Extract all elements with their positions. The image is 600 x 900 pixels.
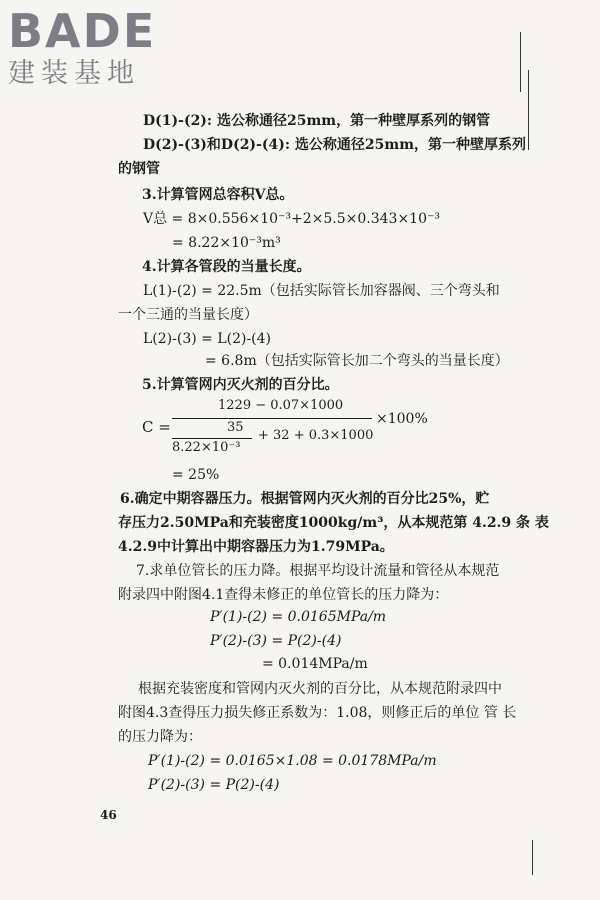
equation-line: L(2)-(3) = L(2)-(4) xyxy=(143,331,272,347)
formula-times: ×100% xyxy=(376,411,428,427)
scan-mark xyxy=(532,840,533,875)
formula-inner-numerator: 35 xyxy=(227,420,244,435)
formula-result: = 25% xyxy=(172,467,220,483)
formula-numerator: 1229 − 0.07×1000 xyxy=(218,398,344,413)
equation-line: = 0.014MPa/m xyxy=(262,656,368,672)
paragraph-line: 存压力2.50MPa和充装密度1000kg/m³，从本规范第 4.2.9 条 表 xyxy=(118,515,549,531)
equation-line: P′(2)-(3) = P(2)-(4) xyxy=(210,633,342,649)
paragraph-line: 4.2.9中计算出中期容器压力为1.79MPa。 xyxy=(118,539,394,555)
section-heading: 5.计算管网内灭火剂的百分比。 xyxy=(142,377,339,393)
section-heading: 4.计算各管段的当量长度。 xyxy=(142,259,311,275)
equation-line: V总 = 8×0.556×10⁻³+2×5.5×0.343×10⁻³ xyxy=(143,211,440,227)
inner-fraction-bar xyxy=(172,438,252,439)
text-line: D(1)-(2): 选公称通径25mm，第一种壁厚系列的钢管 xyxy=(143,113,491,129)
equation-line: = 8.22×10⁻³m³ xyxy=(172,235,281,251)
scan-mark xyxy=(528,70,529,150)
paragraph-line: 附录四中附图4.1查得未修正的单位管长的压力降为： xyxy=(118,587,449,603)
formula-lhs: C = xyxy=(142,418,171,436)
text-line: 的钢管 xyxy=(118,161,160,177)
formula-fraction xyxy=(172,398,372,462)
formula-inner-denominator: 8.22×10⁻³ xyxy=(172,440,241,455)
logo-brand: BADE xyxy=(8,4,157,58)
equation-line: P′(1)-(2) = 0.0165×1.08 = 0.0178MPa/m xyxy=(148,753,437,769)
paragraph-line: 7.求单位管长的压力降。根据平均设计流量和管径从本规范 xyxy=(136,563,500,579)
equation-line: P′(2)-(3) = P(2)-(4) xyxy=(148,777,280,793)
equation-line: L(1)-(2) = 22.5m（包括实际管长加容器阀、三个弯头和 xyxy=(143,283,500,299)
equation-line: P′(1)-(2) = 0.0165MPa/m xyxy=(210,609,387,625)
text-line: D(2)-(3)和D(2)-(4): 选公称通径25mm，第一种壁厚系列 xyxy=(143,137,527,153)
equation-line: = 6.8m（包括实际管长加二个弯头的当量长度） xyxy=(205,353,509,369)
fraction-bar xyxy=(172,418,372,419)
text-line: 一个三通的当量长度） xyxy=(118,307,258,323)
paragraph-line: 根据充装密度和管网内灭火剂的百分比，从本规范附录四中 xyxy=(138,681,502,697)
section-heading: 3.计算管网总容积V总。 xyxy=(142,187,294,203)
paragraph-line: 附图4.3查得压力损失修正系数为：1.08，则修正后的单位 管 长 xyxy=(118,705,517,721)
logo xyxy=(8,6,156,90)
scan-mark xyxy=(520,32,521,92)
paragraph-line: 的压力降为： xyxy=(118,729,202,745)
page-number: 46 xyxy=(100,808,117,822)
logo-subtitle: 建装基地 xyxy=(8,58,140,89)
formula-denominator-rest: + 32 + 0.3×1000 xyxy=(258,428,374,443)
paragraph-line: 6.确定中期容器压力。根据管网内灭火剂的百分比25%，贮 xyxy=(120,491,490,507)
